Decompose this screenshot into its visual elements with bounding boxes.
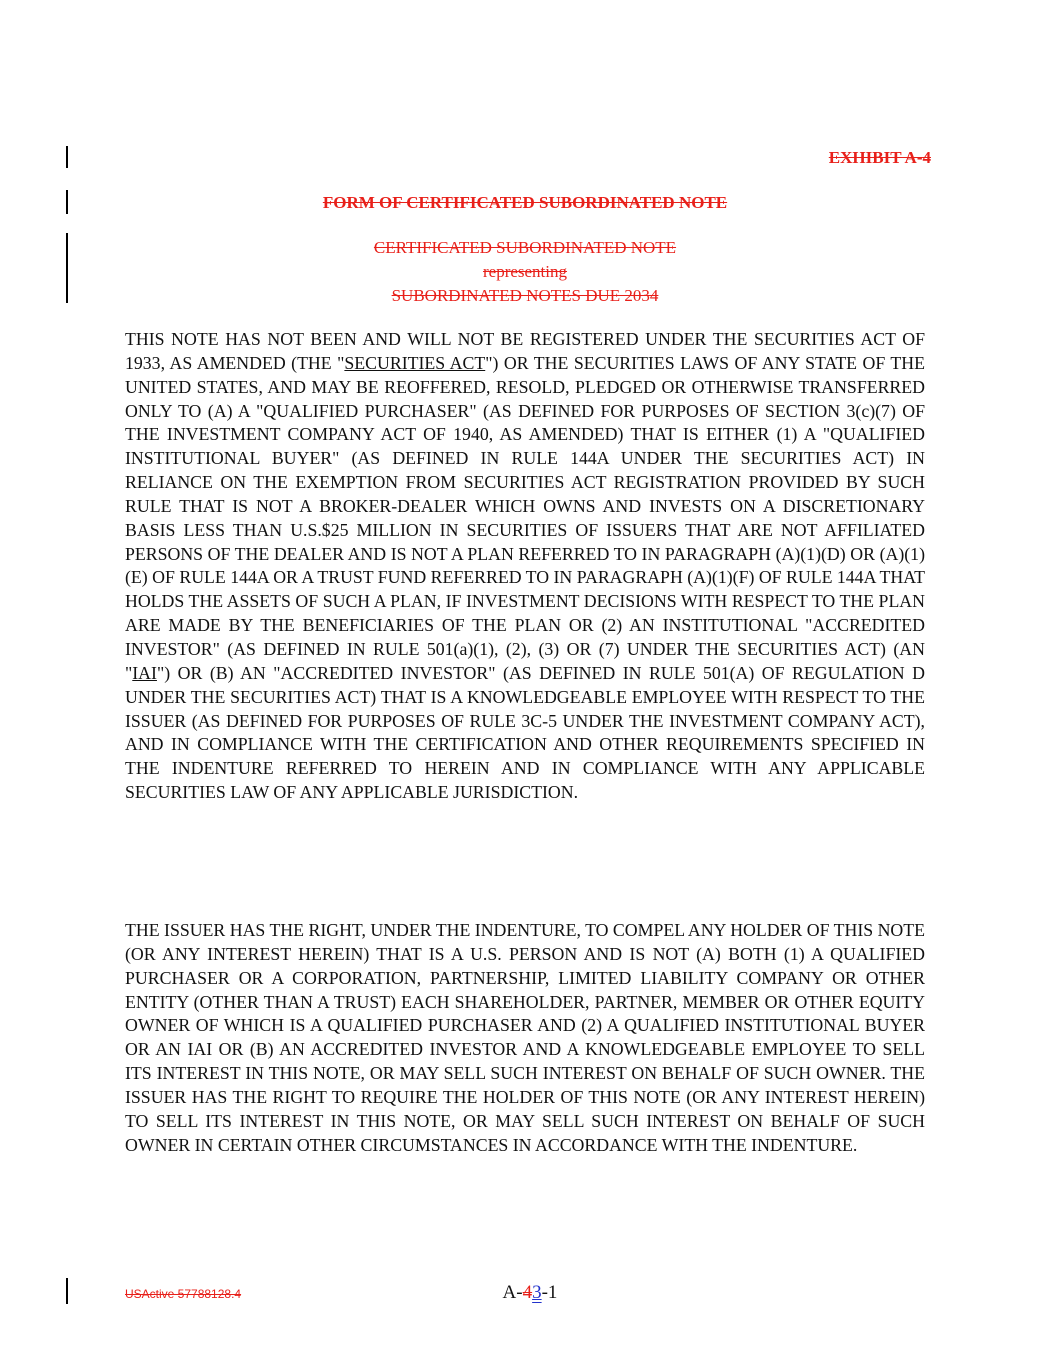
page-number-prefix: A-4 [502, 1282, 533, 1303]
change-bar [66, 233, 68, 303]
page-number-deleted-digit: 4 [522, 1282, 533, 1303]
note-title: CERTIFICATED SUBORDINATED NOTE [373, 238, 677, 257]
note-title-block [125, 236, 925, 308]
change-bar [66, 1278, 68, 1304]
exhibit-label: EXHIBIT A-4 [828, 148, 931, 167]
legend-text-part-2: ") OR THE SECURITIES LAWS OF ANY STATE OF THE UNITED STATES, AND MAY BE REOFFERED, RESOLD, PLEDGED OR OTHERWISE TRANSFERRED ONLY TO (A) A "QUALIFIED PURCHASER" (AS DEFINED FOR PURPOSES OF SECTION 3(c)(7) OF THE INVESTMENT COMPANY ACT OF 1940, AS AMENDED) THAT IS EITHER (1) A "QUALIFIED INSTITUTIONAL BUYER" (AS DEFINED IN RULE 144A UNDER THE SECURITIES ACT) IN RELIANCE ON THE EXEMPTION FROM SECURITIES ACT REGISTRATION PROVIDED BY SUCH RULE THAT IS NOT A BROKER-DEALER WHICH OWNS AND INVESTS ON A DISCRETIONARY BASIS LESS THAN U.S.$25 MILLION IN SECURITIES OF ISSUERS THAT ARE NOT AFFILIATED PERSONS OF THE DEALER AND IS NOT A PLAN REFERRED TO IN PARAGRAPH (A)(1)(D) OR (A)(1)(E) OF RULE 144A OR A TRUST FUND REFERRED TO IN PARAGRAPH (A)(1)(F) OF RULE 144A THAT HOLDS THE ASSETS OF SUCH A PLAN, IF INVESTMENT DECISIONS WITH RESPECT TO THE PLAN ARE MADE BY THE BENEFICIARIES OF THE PLAN OR (2) AN INSTITUTIONAL "ACCREDITED INVESTOR" (AS DEFINED IN RULE 501(a)(1), (2), (3) OR (7) UNDER THE SECURITIES ACT) (AN " [125, 352, 925, 683]
representing-line: representing [482, 262, 568, 281]
notes-due-line: SUBORDINATED NOTES DUE 2034 [391, 286, 659, 305]
legend-text-part-1: THIS NOTE HAS NOT BEEN AND WILL NOT BE REGISTERED UNDER THE SECURITIES ACT OF 1933, AS AMENDED (THE " [125, 329, 925, 373]
securities-legend-paragraph [125, 328, 925, 805]
securities-act-defined-term: SECURITIES ACT [344, 352, 486, 373]
change-bar [66, 146, 68, 168]
change-bar [66, 190, 68, 214]
legend-text-part-3: ") OR (B) AN "ACCREDITED INVESTOR" (AS DEFINED IN RULE 501(A) OF REGULATION D UNDER THE SECURITIES ACT) THAT IS A KNOWLEDGEABLE EMPLOYEE WITH RESPECT TO THE ISSUER (AS DEFINED FOR PURPOSES OF RULE 3C-5 UNDER THE INVESTMENT COMPANY ACT), AND IN COMPLIANCE WITH THE CERTIFICATION AND OTHER REQUIREMENTS SPECIFIED IN THE INDENTURE REFERRED TO HEREIN AND IN COMPLIANCE WITH ANY APPLICABLE SECURITIES LAW OF ANY APPLICABLE JURISDICTION. [125, 662, 925, 803]
iai-defined-term: IAI [132, 662, 157, 683]
form-title: FORM OF CERTIFICATED SUBORDINATED NOTE [322, 193, 728, 212]
page-number-inserted: 3 [532, 1282, 542, 1303]
page-number-suffix: -1 [541, 1282, 558, 1303]
document-id: USActive 57788128.4 [125, 1287, 242, 1301]
page-number [430, 1281, 630, 1305]
issuer-rights-paragraph: THE ISSUER HAS THE RIGHT, UNDER THE INDENTURE, TO COMPEL ANY HOLDER OF THIS NOTE (OR ANY INTEREST HEREIN) THAT IS A U.S. PERSON AND IS NOT (A) BOTH (1) A QUALIFIED PURCHASER OR A CORPORATION, PARTNERSHIP, LIMITED LIABILITY COMPANY OR OTHER ENTITY (OTHER THAN A TRUST) EACH SHAREHOLDER, PARTNER, MEMBER OR OTHER EQUITY OWNER OF WHICH IS A QUALIFIED PURCHASER AND (2) A QUALIFIED INSTITUTIONAL BUYER OR AN IAI OR (B) AN ACCREDITED INVESTOR AND A KNOWLEDGEABLE EMPLOYEE TO SELL ITS INTEREST IN THIS NOTE, OR MAY SELL SUCH INTEREST ON BEHALF OF SUCH OWNER. THE ISSUER HAS THE RIGHT TO REQUIRE THE HOLDER OF THIS NOTE (OR ANY INTEREST HEREIN) TO SELL ITS INTEREST IN THIS NOTE, OR MAY SELL SUCH INTEREST ON BEHALF OF SUCH OWNER IN CERTAIN OTHER CIRCUMSTANCES IN ACCORDANCE WITH THE INDENTURE. [125, 920, 925, 1155]
